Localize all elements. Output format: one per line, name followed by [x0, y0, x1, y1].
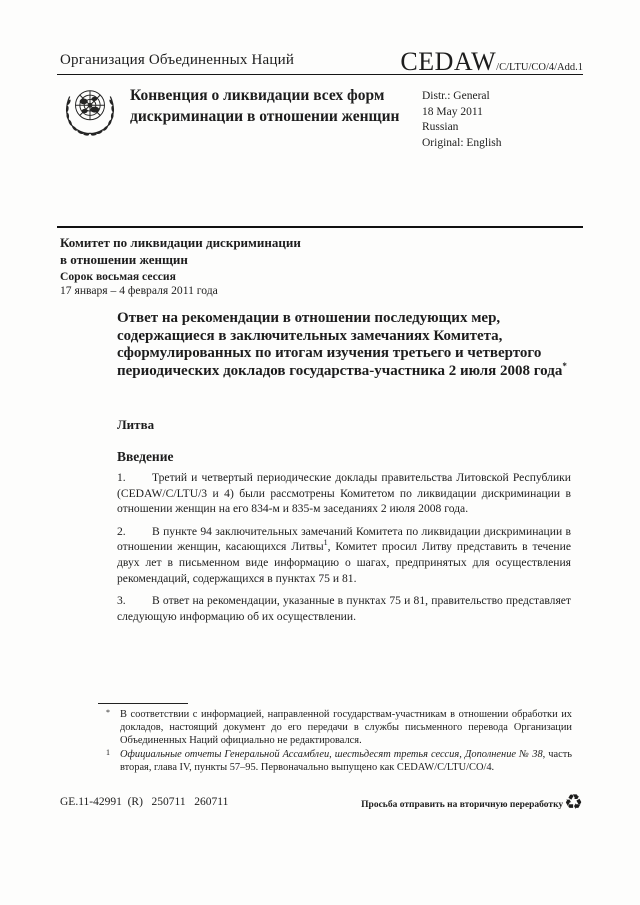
- recycle-icon: ♻: [564, 790, 583, 814]
- session-dates: 17 января – 4 февраля 2011 года: [60, 284, 218, 297]
- recycle-text: Просьба отправить на вторичную переработку: [361, 800, 564, 810]
- un-emblem-svg: [61, 84, 119, 140]
- un-emblem-icon: [61, 84, 119, 140]
- introduction-heading: Введение: [117, 449, 174, 464]
- paragraph-1-number: 1.: [117, 471, 126, 484]
- paragraph-2-number: 2.: [117, 524, 126, 538]
- title-footnote-marker: *: [562, 360, 567, 371]
- footnote-one-italic: Официальные отчеты Генеральной Ассамблеи, шестьдесят третья сессия, Дополнение № 38: [120, 748, 543, 760]
- footnote-one-marker: 1: [106, 747, 110, 757]
- paragraph-2: [117, 524, 571, 586]
- section-rule: [57, 226, 583, 228]
- paragraph-2-text-a: В пункте 94 заключительных замечаний Комитета по ликвидации дискриминации в отношении женщин, касающихся Литвы: [117, 524, 571, 554]
- paragraph-1-text: Третий и четвертый периодические доклады правительства Литовской Республики (CEDAW/C/LTU/3 и 4) были рассмотрены Комитетом по ликвидации дискриминации в отношении женщин на его 834-м и 835-м заседаниях 2 июля 2008 года.: [117, 471, 571, 516]
- footnote-asterisk-text: В соответствии с информацией, направленной государствам-участникам в отношении обработки их докладов, настоящий документ до его передачи в службы письменного перевода Организации Объединенных Наций официально не редактировался.: [120, 709, 572, 746]
- committee-name-line2: в отношении женщин: [60, 251, 188, 267]
- distr-line: Distr.: General: [422, 90, 490, 102]
- paragraph-3: [117, 593, 571, 624]
- doc-symbol-suffix: /C/LTU/CO/4/Add.1: [496, 62, 583, 73]
- paragraph-3-number: 3.: [117, 594, 126, 608]
- body-paragraphs: [117, 470, 571, 631]
- original-line: Original: English: [422, 136, 502, 149]
- job-number: GE.11-42991 (R) 250711 260711: [60, 796, 229, 808]
- footnote-one: [106, 747, 572, 775]
- header-rule: [57, 74, 583, 75]
- language-line: Russian: [422, 121, 459, 133]
- footnote-asterisk: [106, 708, 572, 748]
- document-title-text: Ответ на рекомендации в отношении последующих мер, содержащиеся в заключительных замечаниях Комитета, сформулированных по итогам изучения третьего и четвертого периодических докладов государства-участника 2 июля 2008 года: [117, 310, 563, 379]
- paragraph-3-text: В ответ на рекомендации, указанные в пунктах 75 и 81, правительство представляет следующую информацию об их осуществлении.: [117, 594, 571, 623]
- footnote-ref-1: 1: [323, 538, 328, 548]
- country-heading: Литва: [117, 417, 155, 432]
- date-line: 18 May 2011: [422, 105, 483, 118]
- footnote-asterisk-marker: *: [106, 708, 110, 717]
- committee-name: [60, 235, 301, 268]
- session-title: Сорок восьмая сессия: [60, 270, 176, 283]
- footnotes-block: [106, 708, 572, 776]
- footnote-separator: [98, 703, 188, 704]
- convention-title: Конвенция о ликвидации всех форм дискриминации в отношении женщин: [130, 87, 400, 125]
- recycle-note: [361, 792, 583, 812]
- committee-name-line1: Комитет по ликвидации дискриминации: [60, 235, 301, 250]
- footnote-one-regular: , часть вторая, глава IV, пункты 57–95. Первоначально выпущено как CEDAW/C/LTU/CO/4.: [120, 748, 572, 773]
- paragraph-1: [117, 470, 571, 517]
- doc-symbol-main: CEDAW: [400, 47, 497, 76]
- document-title: [117, 310, 575, 380]
- paragraph-2-text-b: , Комитет просил Литву представить в течение двух лет в письменном виде информацию о шагах, предпринятых для осуществления рекомендаций, содержащихся в пунктах 75 и 81.: [117, 540, 571, 585]
- org-name: Организация Объединенных Наций: [60, 52, 295, 68]
- distribution-block: [422, 89, 502, 151]
- doc-symbol: [400, 47, 583, 77]
